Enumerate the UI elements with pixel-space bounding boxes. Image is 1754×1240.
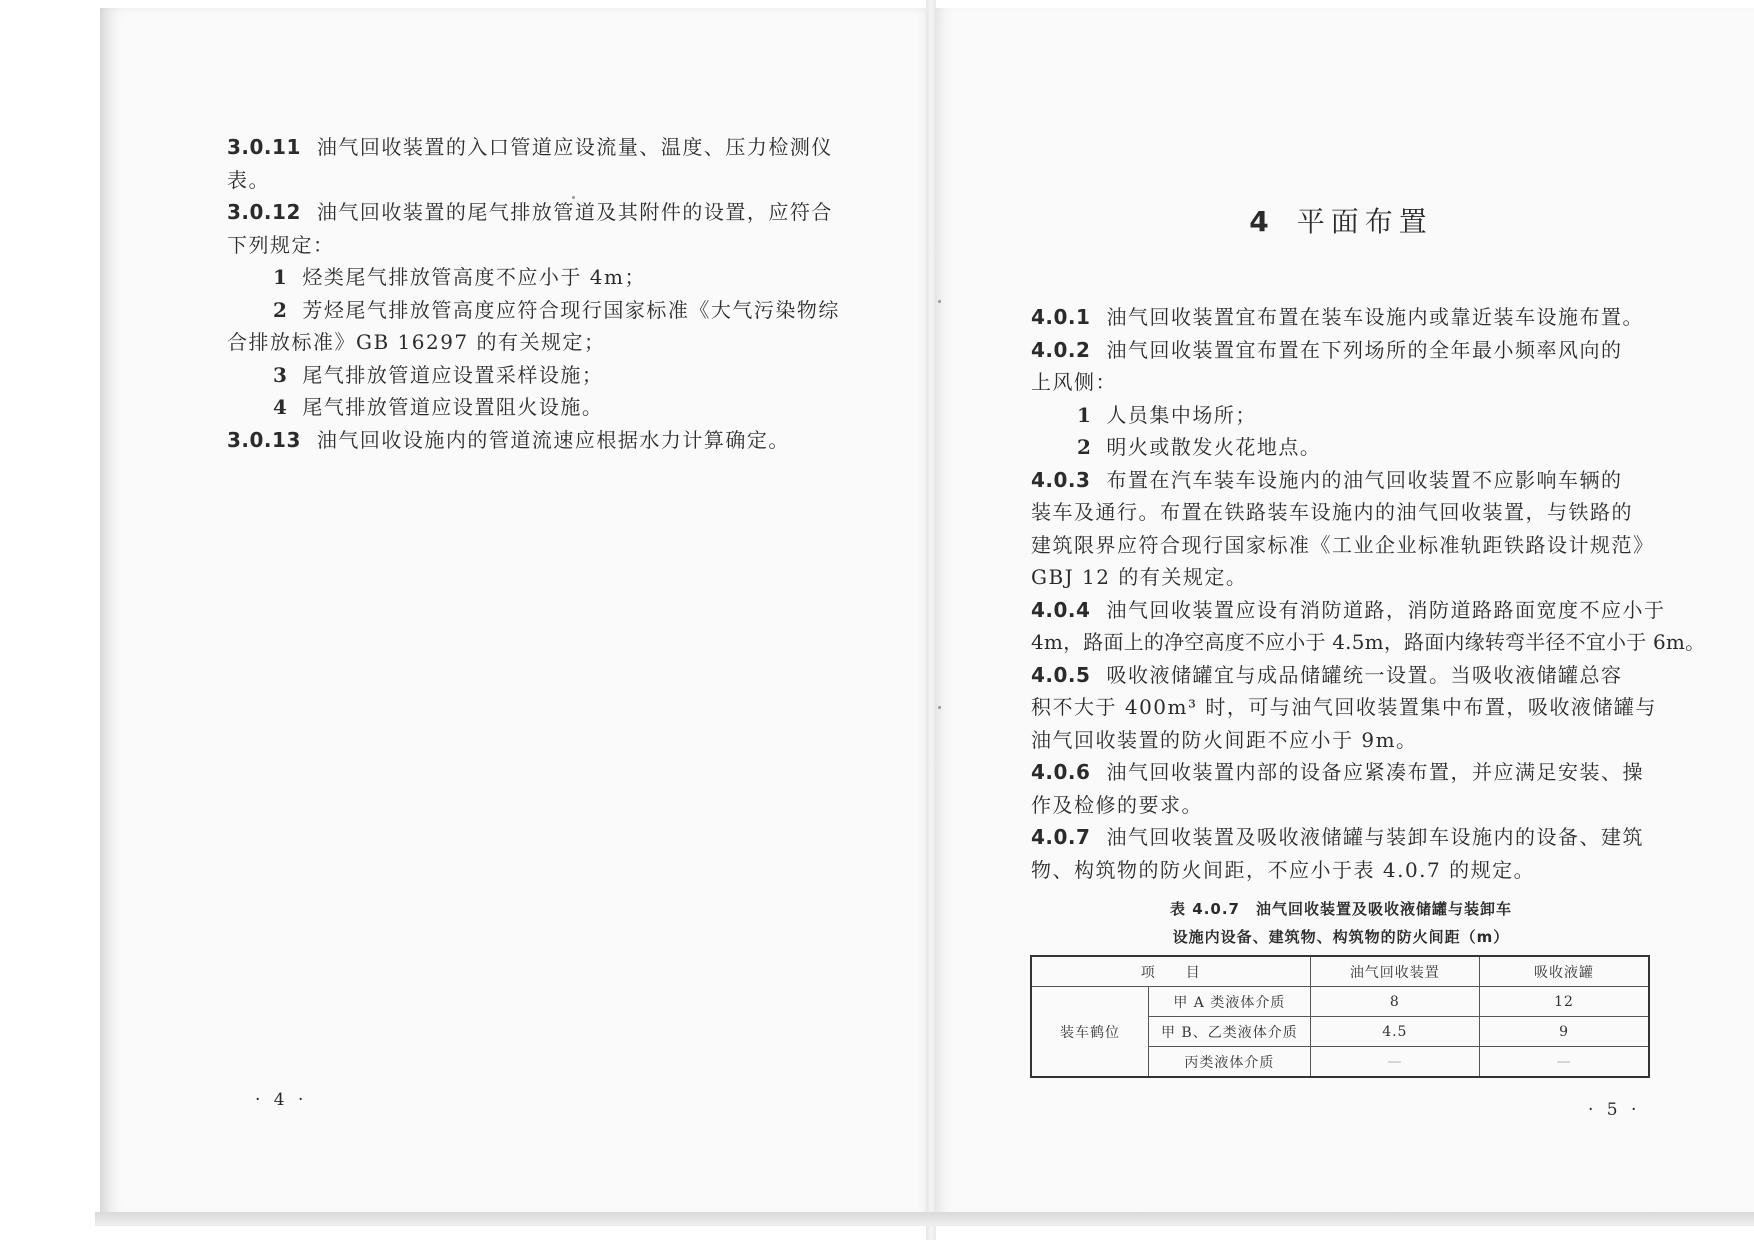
text-line: GBJ 12 的有关规定。 [1031,565,1248,589]
page-number-right: · 5 · [1588,1100,1641,1120]
table-cell: 12 [1480,987,1649,1017]
text-line: 油气回收装置的防火间距不应小于 9m。 [1031,727,1418,752]
clause-3-0-12: 3.0.12 油气回收装置的尾气排放管道及其附件的设置，应符合 [227,200,833,224]
table-row [1031,987,1649,1017]
table-group-cell: 装车鹤位 [1031,987,1149,1078]
list-item: 1 人员集中场所； [1077,402,1257,427]
text-line: 上风侧： [1031,370,1117,394]
text-line: 下列规定： [227,232,335,257]
clause-4-0-2: 4.0.2 油气回收装置宜布置在下列场所的全年最小频率风向的 [1031,337,1623,362]
text-line: 合排放标准》GB 16297 的有关规定； [227,330,606,354]
scan-speck [938,300,941,303]
text-line: 装车及通行。布置在铁路装车设施内的油气回收装置，与铁路的 [1031,500,1633,524]
table-header-cell: 油气回收装置 [1310,956,1479,987]
clause-4-0-3: 4.0.3 布置在汽车装车设施内的油气回收装置不应影响车辆的 [1031,467,1623,492]
table-cell: 甲 A 类液体介质 [1149,987,1310,1017]
text-line: 4m，路面上的净空高度不应小于 4.5m，路面内缘转弯半径不宜小于 6m。 [1031,630,1706,654]
table-cell: 9 [1480,1017,1649,1047]
table-header-row [1031,956,1649,987]
text-line: 建筑限界应符合现行国家标准《工业企业标准轨距铁路设计规范》 [1031,532,1655,557]
list-item: 2 芳烃尾气排放管高度应符合现行国家标准《大气污染物综 [273,297,840,322]
table-caption: 设施内设备、建筑物、构筑物的防火间距（m） [1172,928,1510,946]
scan-speck [572,196,575,199]
clause-4-0-4: 4.0.4 油气回收装置应设有消防道路，消防道路路面宽度不应小于 [1031,597,1666,622]
scan-speck [938,706,941,709]
clause-4-0-7: 4.0.7 油气回收装置及吸收液储罐与装卸车设施内的设备、建筑 [1031,825,1644,849]
clause-4-0-5: 4.0.5 吸收液储罐宜与成品储罐统一设置。当吸收液储罐总容 [1031,662,1623,687]
text-line: 积不大于 400m³ 时，可与油气回收装置集中布置，吸收液储罐与 [1031,695,1657,719]
table-header-cell: 项 目 [1031,956,1310,987]
right-page-text [1031,301,1706,886]
page-number-left: · 4 · [255,1090,308,1110]
clause-4-0-6: 4.0.6 油气回收装置内部的设备应紧凑布置，并应满足安装、操 [1031,760,1644,784]
text-line: 作及检修的要求。 [1031,792,1203,817]
chapter-heading: 4 平面布置 [1249,205,1433,238]
table-cell: 甲 B、乙类液体介质 [1149,1017,1310,1047]
table-cell: — [1310,1047,1479,1078]
table-header-cell: 吸收液罐 [1480,956,1649,987]
list-item: 1 烃类尾气排放管高度不应小于 4m； [273,265,646,289]
list-item: 4 尾气排放管道应设置阻火设施。 [273,395,604,419]
clause-3-0-11: 3.0.11 油气回收装置的入口管道应设流量、温度、压力检测仪 [227,135,833,159]
table-cell: 丙类液体介质 [1149,1047,1310,1078]
table-cell: — [1480,1047,1649,1078]
clause-4-0-1: 4.0.1 油气回收装置宜布置在装车设施内或靠近装车设施布置。 [1031,305,1644,329]
fire-distance-table [1030,955,1650,1078]
list-item: 2 明火或散发火花地点。 [1077,435,1322,459]
table-cell: 4.5 [1310,1017,1479,1047]
text-line: 物、构筑物的防火间距，不应小于表 4.0.7 的规定。 [1031,857,1536,882]
table-caption: 表 4.0.7 油气回收装置及吸收液储罐与装卸车 [1170,900,1512,918]
clause-3-0-13: 3.0.13 油气回收设施内的管道流速应根据水力计算确定。 [227,427,790,452]
table-cell: 8 [1310,987,1479,1017]
text-line: 表。 [227,167,270,192]
list-item: 3 尾气排放管道应设置采样设施； [273,362,604,387]
page-bottom-edge [95,1212,1754,1226]
left-page-text [227,131,847,456]
